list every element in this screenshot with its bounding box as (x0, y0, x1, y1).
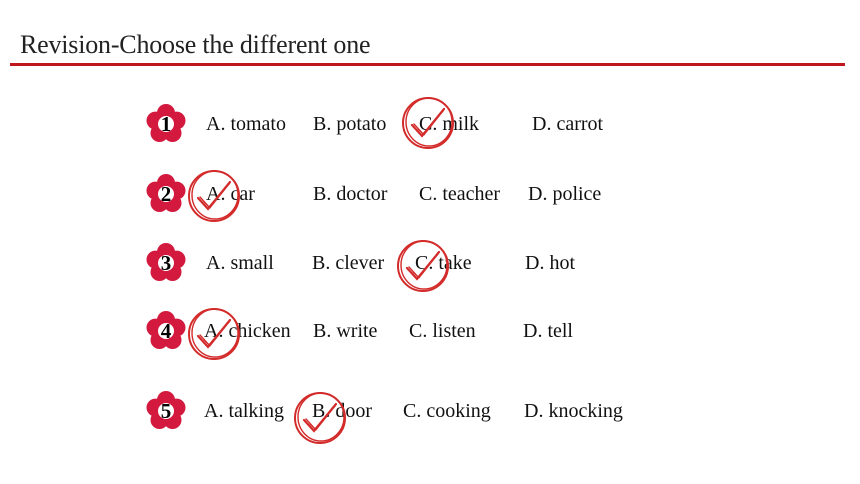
question-number: 5 (160, 399, 172, 423)
option-c[interactable]: C. milk (419, 113, 480, 135)
option-d[interactable]: D. tell (523, 320, 573, 342)
option-b[interactable]: B. potato (313, 113, 387, 135)
option-c[interactable]: C. cooking (403, 400, 491, 422)
option-b[interactable]: B. doctor (313, 183, 388, 205)
flower-badge-icon (144, 102, 188, 146)
option-a[interactable]: A. small (206, 252, 274, 274)
option-b[interactable]: B. clever (312, 252, 385, 274)
page-title: Revision-Choose the different one (20, 30, 371, 59)
flower-badge-icon (144, 241, 188, 285)
question-number: 1 (160, 112, 172, 136)
flower-badge-icon (144, 172, 188, 216)
checkmark-circle-icon (393, 236, 453, 296)
question-number: 4 (160, 319, 172, 343)
option-d[interactable]: D. carrot (532, 113, 604, 135)
question-row-1 (0, 102, 860, 146)
checkmark-circle-icon (290, 388, 350, 448)
option-a[interactable]: A. car (206, 183, 255, 205)
checkmark-circle-icon (398, 93, 458, 153)
option-b[interactable]: B. write (313, 320, 378, 342)
question-row-5 (0, 389, 860, 433)
option-c[interactable]: C. take (415, 252, 472, 274)
question-number: 2 (160, 182, 172, 206)
flower-badge-icon (144, 389, 188, 433)
option-c[interactable]: C. teacher (419, 183, 501, 205)
option-b[interactable]: B. door (312, 400, 372, 422)
option-c[interactable]: C. listen (409, 320, 476, 342)
question-row-3 (0, 241, 860, 285)
question-row-2 (0, 172, 860, 216)
question-row-4 (0, 309, 860, 353)
option-a[interactable]: A. talking (204, 400, 284, 422)
option-d[interactable]: D. police (528, 183, 602, 205)
option-d[interactable]: D. hot (525, 252, 575, 274)
option-d[interactable]: D. knocking (524, 400, 623, 422)
question-number: 3 (160, 251, 172, 275)
option-a[interactable]: A. chicken (204, 320, 291, 342)
checkmark-circle-icon (184, 304, 244, 364)
flower-badge-icon (144, 309, 188, 353)
checkmark-circle-icon (184, 166, 244, 226)
option-a[interactable]: A. tomato (206, 113, 286, 135)
title-underline (10, 63, 845, 66)
